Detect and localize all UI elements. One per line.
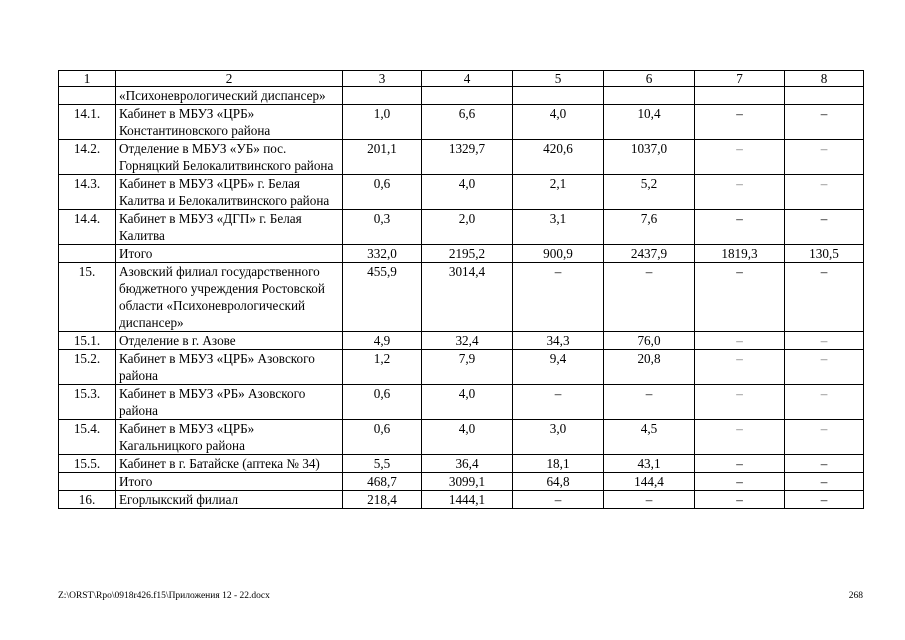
table-row	[59, 210, 864, 245]
cell-name: Отделение в г. Азове	[116, 332, 343, 350]
cell-col6: 43,1	[604, 455, 695, 473]
footer-page-number: 268	[848, 591, 863, 601]
cell-col4: 6,6	[422, 105, 513, 140]
cell-name: Кабинет в г. Батайске (аптека № 34)	[116, 455, 343, 473]
cell-col7: –	[695, 420, 785, 455]
cell-col6: 5,2	[604, 175, 695, 210]
cell-col7: –	[695, 385, 785, 420]
cell-name: Итого	[116, 245, 343, 263]
cell-col4: 1329,7	[422, 140, 513, 175]
cell-col8	[785, 87, 864, 105]
cell-col3: 4,9	[343, 332, 422, 350]
cell-col6: –	[604, 385, 695, 420]
table-row	[59, 473, 864, 491]
cell-name: Егорлыкский филиал	[116, 491, 343, 509]
cell-number: 14.4.	[59, 210, 116, 245]
table-row	[59, 175, 864, 210]
cell-col4: 4,0	[422, 385, 513, 420]
data-table	[58, 70, 864, 509]
header-cell-5: 5	[513, 71, 604, 87]
cell-col8: –	[785, 350, 864, 385]
cell-col5: 4,0	[513, 105, 604, 140]
cell-col5: 2,1	[513, 175, 604, 210]
cell-col5: –	[513, 491, 604, 509]
cell-col8: –	[785, 455, 864, 473]
cell-col3: 201,1	[343, 140, 422, 175]
table-row	[59, 87, 864, 105]
table-row	[59, 350, 864, 385]
cell-number: 14.2.	[59, 140, 116, 175]
cell-col5: 3,0	[513, 420, 604, 455]
cell-col7: –	[695, 140, 785, 175]
cell-name: Кабинет в МБУЗ «ЦРБ» Константиновского района	[116, 105, 343, 140]
cell-col6: 1037,0	[604, 140, 695, 175]
cell-col4: 1444,1	[422, 491, 513, 509]
cell-name: Кабинет в МБУЗ «ДГП» г. Белая Калитва	[116, 210, 343, 245]
cell-col8: –	[785, 385, 864, 420]
cell-col3: 0,6	[343, 175, 422, 210]
cell-col4: 4,0	[422, 175, 513, 210]
cell-col7: –	[695, 332, 785, 350]
cell-col8: –	[785, 175, 864, 210]
table-row	[59, 140, 864, 175]
header-cell-4: 4	[422, 71, 513, 87]
header-cell-1: 1	[59, 71, 116, 87]
cell-col4	[422, 87, 513, 105]
cell-col3: 1,0	[343, 105, 422, 140]
cell-col8: –	[785, 105, 864, 140]
cell-col7: –	[695, 263, 785, 332]
cell-col3: 1,2	[343, 350, 422, 385]
cell-name: «Психоневрологический диспансер»	[116, 87, 343, 105]
cell-number: 16.	[59, 491, 116, 509]
cell-col3: 218,4	[343, 491, 422, 509]
cell-col5: 900,9	[513, 245, 604, 263]
cell-col6: 4,5	[604, 420, 695, 455]
cell-col8: –	[785, 491, 864, 509]
cell-col6: –	[604, 263, 695, 332]
cell-col3: 0,6	[343, 385, 422, 420]
table-row	[59, 105, 864, 140]
cell-name: Азовский филиал государственного бюджетного учреждения Ростовской области «Психоневрологический диспансер»	[116, 263, 343, 332]
footer-file-path: Z:\ORST\Rpo\0918r426.f15\Приложения 12 - 22.docx	[58, 591, 270, 601]
cell-col6: 2437,9	[604, 245, 695, 263]
cell-number	[59, 245, 116, 263]
table-row	[59, 420, 864, 455]
cell-number: 14.3.	[59, 175, 116, 210]
cell-col4: 32,4	[422, 332, 513, 350]
cell-col6	[604, 87, 695, 105]
cell-col6: 10,4	[604, 105, 695, 140]
cell-number: 15.1.	[59, 332, 116, 350]
cell-col5: 18,1	[513, 455, 604, 473]
cell-number	[59, 87, 116, 105]
cell-col8: 130,5	[785, 245, 864, 263]
cell-col7: –	[695, 210, 785, 245]
header-cell-3: 3	[343, 71, 422, 87]
cell-name: Итого	[116, 473, 343, 491]
cell-col5: 9,4	[513, 350, 604, 385]
cell-col6: 144,4	[604, 473, 695, 491]
cell-number: 15.5.	[59, 455, 116, 473]
header-cell-6: 6	[604, 71, 695, 87]
table-row	[59, 263, 864, 332]
cell-number: 15.4.	[59, 420, 116, 455]
cell-col3: 5,5	[343, 455, 422, 473]
cell-col3: 0,6	[343, 420, 422, 455]
cell-col5: 34,3	[513, 332, 604, 350]
cell-col7: –	[695, 491, 785, 509]
cell-col5: 3,1	[513, 210, 604, 245]
cell-number: 15.	[59, 263, 116, 332]
cell-col7: –	[695, 455, 785, 473]
cell-name: Отделение в МБУЗ «УБ» пос. Горняцкий Белокалитвинского района	[116, 140, 343, 175]
cell-col6: 7,6	[604, 210, 695, 245]
cell-number: 15.2.	[59, 350, 116, 385]
table-body	[59, 71, 864, 509]
cell-col8: –	[785, 420, 864, 455]
cell-name: Кабинет в МБУЗ «РБ» Азовского района	[116, 385, 343, 420]
cell-number: 15.3.	[59, 385, 116, 420]
cell-col8: –	[785, 332, 864, 350]
cell-col6: 76,0	[604, 332, 695, 350]
cell-col5: 420,6	[513, 140, 604, 175]
cell-col4: 2195,2	[422, 245, 513, 263]
cell-col8: –	[785, 140, 864, 175]
cell-col7: –	[695, 175, 785, 210]
table-row	[59, 455, 864, 473]
cell-col3	[343, 87, 422, 105]
cell-name: Кабинет в МБУЗ «ЦРБ» г. Белая Калитва и Белокалитвинского района	[116, 175, 343, 210]
cell-col6: 20,8	[604, 350, 695, 385]
cell-col7: –	[695, 473, 785, 491]
cell-col4: 2,0	[422, 210, 513, 245]
header-cell-2: 2	[116, 71, 343, 87]
cell-col8: –	[785, 473, 864, 491]
cell-number	[59, 473, 116, 491]
cell-col3: 455,9	[343, 263, 422, 332]
cell-name: Кабинет в МБУЗ «ЦРБ» Кагальницкого района	[116, 420, 343, 455]
table-row	[59, 332, 864, 350]
cell-col4: 3014,4	[422, 263, 513, 332]
cell-col4: 7,9	[422, 350, 513, 385]
cell-col6: –	[604, 491, 695, 509]
cell-col5: 64,8	[513, 473, 604, 491]
cell-col8: –	[785, 263, 864, 332]
table-row	[59, 385, 864, 420]
cell-col5	[513, 87, 604, 105]
header-cell-7: 7	[695, 71, 785, 87]
cell-col5: –	[513, 263, 604, 332]
cell-col3: 468,7	[343, 473, 422, 491]
header-row	[59, 71, 864, 87]
cell-col4: 36,4	[422, 455, 513, 473]
cell-col7: 1819,3	[695, 245, 785, 263]
cell-col7: –	[695, 350, 785, 385]
cell-col8: –	[785, 210, 864, 245]
cell-col4: 3099,1	[422, 473, 513, 491]
cell-col3: 332,0	[343, 245, 422, 263]
cell-col3: 0,3	[343, 210, 422, 245]
cell-name: Кабинет в МБУЗ «ЦРБ» Азовского района	[116, 350, 343, 385]
cell-number: 14.1.	[59, 105, 116, 140]
table-row	[59, 245, 864, 263]
cell-col5: –	[513, 385, 604, 420]
cell-col4: 4,0	[422, 420, 513, 455]
table-row	[59, 491, 864, 509]
cell-col7: –	[695, 105, 785, 140]
cell-col7	[695, 87, 785, 105]
header-cell-8: 8	[785, 71, 864, 87]
